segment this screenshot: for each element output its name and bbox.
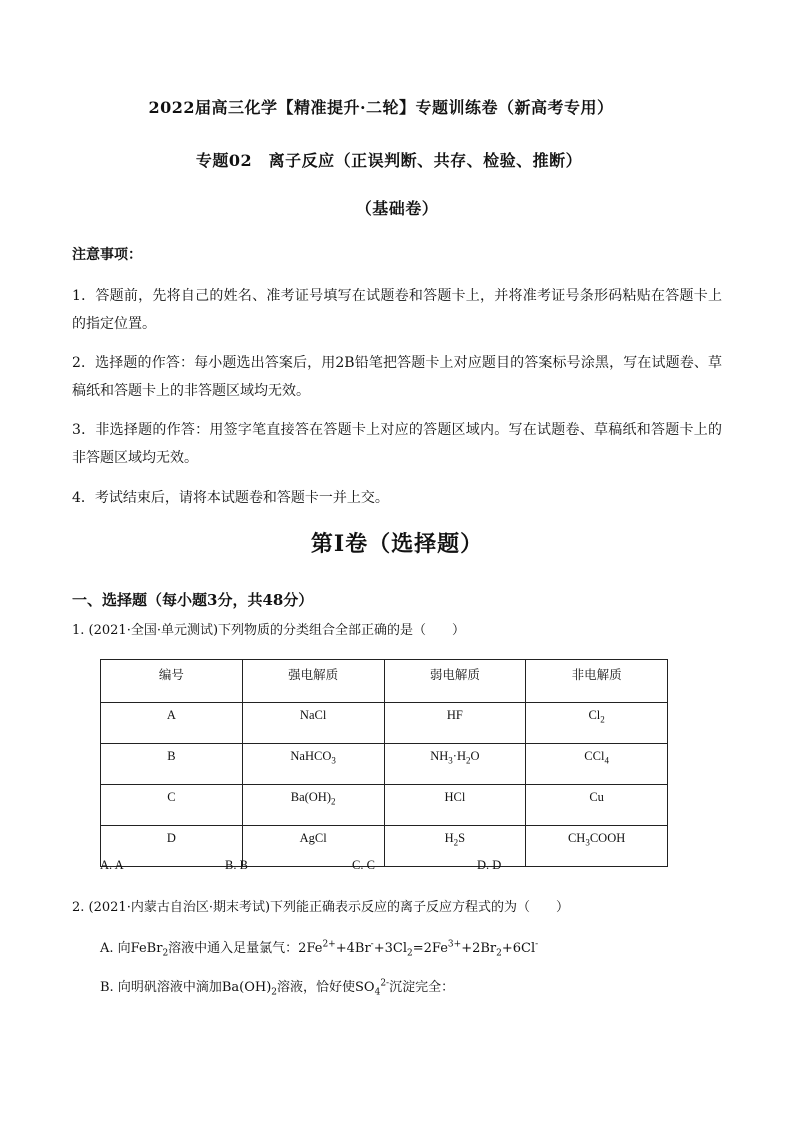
choice-d[interactable]: D. D (477, 858, 502, 872)
table-cell: $H_2S$ (384, 826, 526, 867)
table-row (101, 826, 668, 867)
question-1-stem: 1. (2021·全国·单元测试)下列物质的分类组合全部正确的是（ ） (72, 623, 466, 638)
difficulty-label: （基础卷） (355, 199, 439, 218)
table-header-cell: 编号 (101, 660, 243, 703)
table-row (101, 744, 668, 785)
table-header-cell: 强电解质 (242, 660, 384, 703)
part-title: 第Ⅰ卷（选择题） (310, 531, 484, 557)
question-2-option-a[interactable]: A. 向FeBr$_2$溶液中通入足量氯气：$2Fe^{2+}+4Br^-+3Cl_2=2Fe^{3+}+2Br_2+6Cl^-$ (100, 939, 539, 959)
table-cell: D (101, 826, 243, 867)
notice-item-1: 1．答题前，先将自己的姓名、准考证号填写在试题卷和答题卡上，并将准考证号条形码粘贴在答题卡上的指定位置。 (72, 288, 722, 332)
table-cell: $Cl_2$ (526, 703, 668, 744)
table-cell: NaCl (242, 703, 384, 744)
table-cell: C (101, 785, 243, 826)
notice-item-3: 3．非选择题的作答：用签字笔直接答在答题卡上对应的答题区域内。写在试题卷、草稿纸和答题卡上的非答题区域均无效。 (72, 422, 722, 466)
choice-b[interactable]: B. B (225, 858, 248, 872)
section-heading: 一、选择题（每小题3分，共48分） (72, 591, 314, 609)
table-cell: HCl (384, 785, 526, 826)
paper-title: 2022届高三化学【精准提升·二轮】专题训练卷（新高考专用） (148, 98, 614, 117)
notice-heading: 注意事项： (72, 247, 142, 263)
choice-a[interactable]: A. A (100, 858, 124, 872)
table-cell: AgCl (242, 826, 384, 867)
question-2-option-b[interactable]: B. 向明矾溶液中滴加$Ba(OH)_2$溶液，恰好使$SO_4^{2-}$沉淀完全： (100, 978, 455, 998)
table-header-cell: 非电解质 (526, 660, 668, 703)
question-2-stem: 2. (2021·内蒙古自治区·期末考试)下列能正确表示反应的离子反应方程式的为（ ） (72, 900, 570, 915)
table-cell: CCl$_4$ (526, 744, 668, 785)
table-cell: B (101, 744, 243, 785)
choice-c[interactable]: C. C (352, 858, 375, 872)
classification-table (100, 659, 668, 867)
table-header-cell: 弱电解质 (384, 660, 526, 703)
table-header-row (101, 660, 668, 703)
table-cell: Cu (526, 785, 668, 826)
notice-item-2: 2．选择题的作答：每小题选出答案后，用2B铅笔把答题卡上对应题目的答案标号涂黑，写在试题卷、草稿纸和答题卡上的非答题区域均无效。 (72, 355, 722, 399)
table-cell: $NH_3\cdot H_2O$ (384, 744, 526, 785)
table-cell: NaHCO$_3$ (242, 744, 384, 785)
table-cell: $Ba(OH)_2$ (242, 785, 384, 826)
notice-item-4: 4．考试结束后，请将本试题卷和答题卡一并上交。 (72, 490, 389, 506)
table-cell: $CH_3COOH$ (526, 826, 668, 867)
table-row (101, 785, 668, 826)
table-cell: A (101, 703, 243, 744)
table-cell: HF (384, 703, 526, 744)
topic-title: 专题02 离子反应（正误判断、共存、检验、推断） (195, 151, 583, 170)
table-row (101, 703, 668, 744)
